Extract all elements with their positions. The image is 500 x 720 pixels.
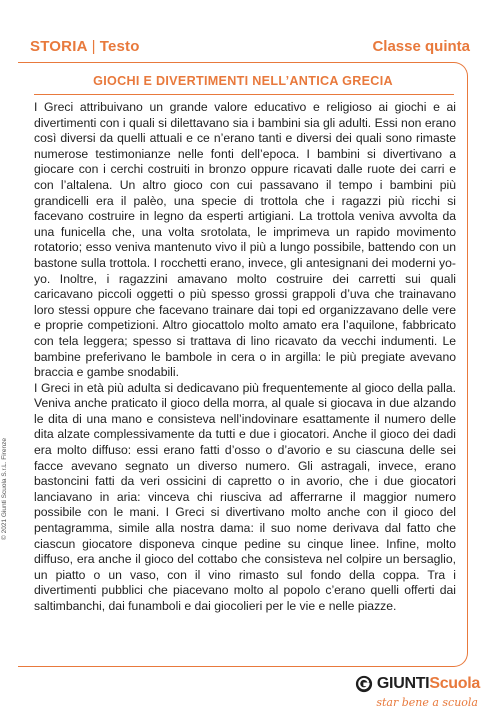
subject-label [30, 38, 140, 55]
publisher-logo [320, 673, 480, 713]
copyright-notice: © 2021 Giunti Scuola S.r.L. Firenze [1, 438, 8, 540]
subject-name: STORIA [30, 37, 88, 55]
body-paragraph: I Greci in età più adulta si dedicavano più frequentemente al gioco della palla. Veniva anche praticato il gioco della morra, al quale si giocava in due alzando le dita di una mano e consisteva nell’indovinare esattamente il numero delle dita alzate complessivamente da tutti e due i giocatori. Anche il gioco dei dadi era molto diffuso: essi erano fatti d’osso o d’avorio e su ciascuna delle sei facce avevano segnato un diverso numero. Gli astragali, invece, erano bastoncini fatti da veri ossicini di capretto o in avorio, che i due giocatori lanciavano in aria: vinceva chi riusciva ad afferrarne il maggior numero possibile con le mani. I Greci si divertivano molto anche con il gioco del pentagramma, simile alla nostra dama: il suo nome derivava dal fatto che ciascun giocatore disponeva cinque pedine su cinque linee. Infine, molto diffuso, era anche il gioco del cottabo che consisteva nel colpire un bersaglio, un piatto o un vaso, con il vino rimasto sul fondo della coppa. Tra i divertimenti pubblici che piacevano molto al popolo c’erano quelli offerti dai saltimbanchi, dai funamboli e dai giocolieri per le vie e nelle piazze. [34, 380, 456, 613]
body-paragraph: I Greci attribuivano un grande valore educativo e religioso ai giochi e ai divertimenti con i quali si dilettavano sia i bambini sia gli adulti. Essi non erano così diversi da quelli attuali e ce n’erano tanti e diversi dei quali sono rimaste numerose testimonianze nelle fonti dell’epoca. I bambini si divertivano a giocare con i cerchi costruiti in bronzo oppure ricavati dalle ruote dei carri e con l’altalena. Un altro gioco con cui passavano il tempo i bambini più grandicelli era il palèo, una specie di trottola che i ragazzi più ricchi si facevano costruire in legno da esperti artigiani. La trottola veniva avvolta da una funicella che, una volta srotolata, le imprimeva un rapido movimento rotatorio; esso veniva mantenuto vivo il più a lungo possibile, battendo con un bastone sulla trottola. I rocchetti erano, invece, gli antesignani dei moderni yo-yo. Inoltre, i ragazzini amavano molto costruire dei carretti sui quali caricavano piccoli oggetti o più spesso grossi grappoli d’uva che trainavano loro stessi oppure che facevano trainare dai topi ed organizzavano delle vere e proprie competizioni. Altro giocattolo molto amato era l’aquilone, fabbricato con tela leggera; spesso si trattava di lino ricavato da vecchi indumenti. Le bambine preferivano le bambole in cera o in argilla: le più pregiate avevano braccia e gambe snodabili. [34, 100, 456, 380]
logo-brand: GIUNTI [376, 675, 430, 692]
logo-sub: Scuola [429, 675, 480, 692]
title-divider [34, 94, 454, 95]
document-title: GIOCHI E DIVERTIMENTI NELL’ANTICA GRECIA [93, 74, 393, 88]
logo-tagline: star bene a scuola [376, 696, 478, 709]
grade-label: Classe quinta [372, 37, 470, 55]
header-separator: | [91, 37, 96, 55]
text-type: Testo [99, 37, 140, 55]
giunti-g-logo-icon [355, 675, 373, 693]
page-header [30, 36, 470, 56]
document-body [34, 100, 456, 615]
